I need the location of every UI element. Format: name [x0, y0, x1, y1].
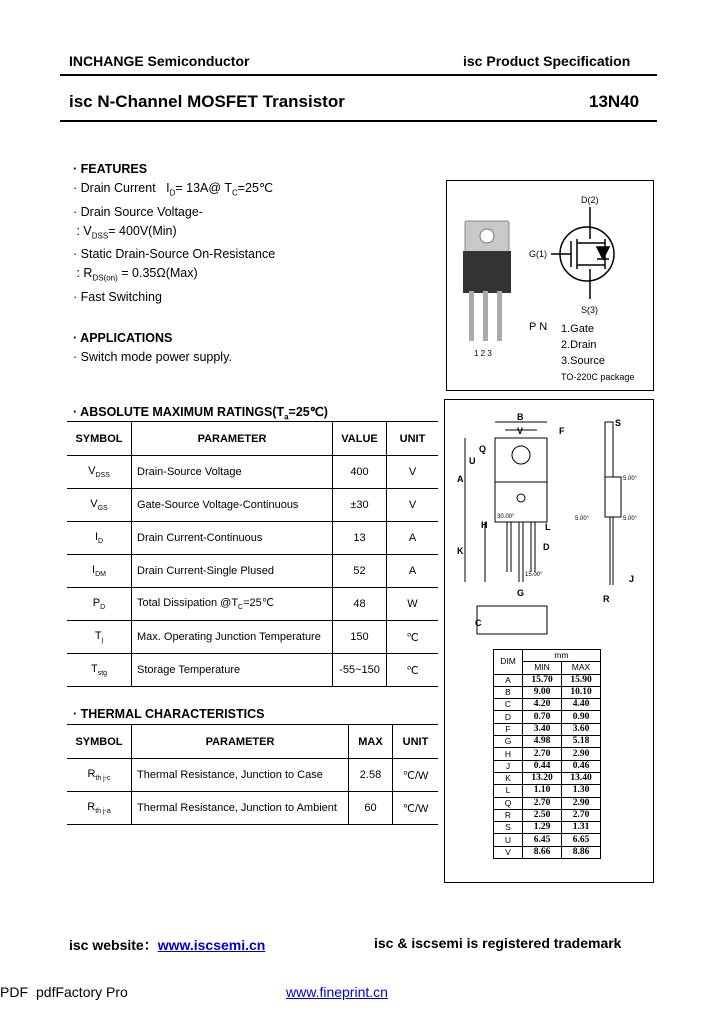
dim-max: 0.46	[562, 760, 601, 772]
dim-label-j: J	[629, 574, 635, 584]
row-unit: ℃	[387, 654, 439, 687]
dim-label-f: F	[559, 426, 565, 436]
row-parameter: Drain Current-Continuous	[132, 522, 333, 555]
row-value: 13	[333, 522, 387, 555]
dim-row	[494, 797, 601, 809]
dim-min: 2.70	[523, 748, 562, 760]
dim-row	[494, 822, 601, 834]
pin1: 1.Gate	[561, 323, 595, 335]
dim-label-d: D	[543, 542, 550, 552]
dim-unit: mm	[523, 650, 601, 662]
doc-title: isc N-Channel MOSFET Transistor	[69, 92, 345, 111]
applications-heading: · APPLICATIONS	[73, 331, 173, 345]
row-unit: A	[387, 522, 439, 555]
row-parameter: Total Dissipation $@T_C=25℃$	[132, 588, 333, 621]
dim-row	[494, 772, 601, 784]
spec-prefix: isc	[463, 53, 483, 69]
dim-label-a: A	[457, 474, 464, 484]
angle-5: 5.00°	[623, 516, 638, 522]
features-block	[73, 160, 275, 307]
col-value: VALUE	[333, 422, 387, 456]
dim-col-max: MAX	[562, 662, 601, 674]
part-number: 13N40	[589, 92, 640, 111]
dim-row	[494, 674, 601, 686]
row-parameter: Max. Operating Junction Temperature	[132, 621, 333, 654]
dim-label-k: K	[457, 546, 464, 556]
dim-min: 1.10	[523, 785, 562, 797]
website-link[interactable]: www.iscsemi.cn	[157, 937, 266, 953]
th-row-value: 2.58	[349, 759, 393, 792]
pins-label: 1 2 3	[474, 349, 492, 358]
dim-min: 9.00	[523, 686, 562, 698]
row-parameter: Gate-Source Voltage-Continuous	[132, 489, 333, 522]
dim-min: 0.44	[523, 760, 562, 772]
row-unit: W	[387, 588, 439, 621]
col-symbol: SYMBOL	[67, 422, 132, 456]
row-symbol: $I_D$	[67, 522, 132, 555]
angle-4: 5.00°	[575, 516, 590, 522]
dim-min: 4.20	[523, 699, 562, 711]
dim-max: 0.90	[562, 711, 601, 723]
dim-max: 5.18	[562, 736, 601, 748]
dim-row	[494, 760, 601, 772]
row-parameter: Drain-Source Voltage	[132, 456, 333, 489]
abs-max-row	[67, 522, 438, 555]
sym-g-label: G(1)	[529, 249, 547, 259]
package-name: TO-220C package	[561, 372, 635, 382]
th-col-symbol: SYMBOL	[67, 725, 132, 759]
thermal-table	[67, 724, 438, 825]
dim-letter: B	[494, 686, 523, 698]
dim-max: 2.90	[562, 797, 601, 809]
feature-rds-value: : $R_{DS(on)} = 0.35\Omega(Max)$	[73, 266, 198, 283]
trademark: isc & iscsemi is registered trademark	[374, 935, 622, 951]
dim-max: 4.40	[562, 699, 601, 711]
dim-min: 2.50	[523, 809, 562, 821]
dim-min: 6.45	[523, 834, 562, 846]
abs-max-row	[67, 456, 438, 489]
feature-drain-current: · Drain Current $I_D=$ 13A@ $T_C=25℃$	[73, 181, 273, 198]
package-box	[446, 180, 654, 391]
dim-min: 2.70	[523, 797, 562, 809]
row-symbol: $T_{stg}$	[67, 654, 132, 687]
dim-max: 15.90	[562, 674, 601, 686]
dim-min: 13.20	[523, 772, 562, 784]
dim-min: 3.40	[523, 723, 562, 735]
th-row-unit: ℃/W	[393, 759, 439, 792]
dim-letter: C	[494, 699, 523, 711]
dim-label-l: L	[545, 522, 551, 532]
th-row-symbol: $R_{th j-c}$	[67, 759, 132, 792]
thermal-heading: · THERMAL CHARACTERISTICS	[73, 707, 265, 721]
dim-letter: D	[494, 711, 523, 723]
sym-s-label: S(3)	[581, 305, 599, 315]
dim-label-u: U	[469, 456, 476, 466]
th-row-value: 60	[349, 792, 393, 825]
abs-max-heading: · ABSOLUTE MAXIMUM $RATINGS(T_a=25℃)$	[73, 405, 328, 422]
website-line: isc website：www.iscsemi.cn	[69, 937, 266, 953]
fineprint-link[interactable]: www.fineprint.cn	[286, 984, 388, 1000]
feature-rds: · Static Drain-Source On-Resistance	[73, 247, 276, 261]
dim-label-q: Q	[479, 444, 487, 454]
dimension-table	[493, 649, 601, 859]
abs-max-row	[67, 621, 438, 654]
feature-fast: · Fast Switching	[73, 289, 162, 304]
row-value: 400	[333, 456, 387, 489]
row-parameter: Drain Current-Single Plused	[132, 555, 333, 588]
header-rule-top	[60, 74, 657, 76]
dim-letter: R	[494, 809, 523, 821]
dim-min: 4.98	[523, 736, 562, 748]
dim-label-g: G	[517, 588, 525, 598]
application-item: · Switch mode power supply.	[73, 350, 232, 364]
angle-3: 5.00°	[623, 476, 638, 482]
dim-min: 8.66	[523, 846, 562, 858]
row-symbol: $V_{DSS}$	[67, 456, 132, 489]
col-unit: UNIT	[387, 422, 439, 456]
dim-row	[494, 846, 601, 858]
company-name: INCHANGE Semiconductor	[69, 53, 250, 69]
pdffactory-label: pdfFactory Pro	[36, 984, 128, 1000]
row-symbol: $P_D$	[67, 588, 132, 621]
dim-row	[494, 736, 601, 748]
row-value: 48	[333, 588, 387, 621]
row-unit: A	[387, 555, 439, 588]
dim-min: 1.29	[523, 822, 562, 834]
dim-label-h: H	[481, 520, 488, 530]
thermal-row	[67, 759, 438, 792]
dim-letter: Q	[494, 797, 523, 809]
dim-row	[494, 748, 601, 760]
dim-label-r: R	[603, 594, 610, 604]
th-col-parameter: PARAMETER	[132, 725, 349, 759]
spec-label	[463, 53, 630, 69]
row-value: 150	[333, 621, 387, 654]
dim-max: 10.10	[562, 686, 601, 698]
dim-letter: S	[494, 822, 523, 834]
th-row-symbol: $R_{th j-a}$	[67, 792, 132, 825]
dim-max: 2.90	[562, 748, 601, 760]
feature-dsv-value: : $V_{DSS}= 400V(Min)$	[73, 223, 177, 240]
dim-max: 1.30	[562, 785, 601, 797]
abs-max-row	[67, 588, 438, 621]
row-unit: V	[387, 456, 439, 489]
th-col-max: MAX	[349, 725, 393, 759]
dim-label-s: S	[615, 418, 622, 428]
dim-row	[494, 711, 601, 723]
col-parameter: PARAMETER	[132, 422, 333, 456]
spec-text: Product Specification	[486, 53, 631, 69]
dim-letter: G	[494, 736, 523, 748]
pdf-label: PDF	[0, 984, 28, 1000]
dim-max: 8.86	[562, 846, 601, 858]
dim-label-v: V	[517, 426, 524, 436]
dim-min: 0.70	[523, 711, 562, 723]
th-row-parameter: Thermal Resistance, Junction to Ambient	[132, 792, 349, 825]
th-col-unit: UNIT	[393, 725, 439, 759]
dim-min: 15.70	[523, 674, 562, 686]
row-unit: ℃	[387, 621, 439, 654]
dim-letter: K	[494, 772, 523, 784]
header-rule-bottom	[60, 120, 657, 122]
row-unit: V	[387, 489, 439, 522]
abs-max-row	[67, 489, 438, 522]
pn-label: P N	[529, 321, 548, 333]
features-heading: · FEATURES	[73, 162, 148, 176]
angle-1: 30.00°	[497, 514, 515, 520]
row-value: ±30	[333, 489, 387, 522]
dim-letter: L	[494, 785, 523, 797]
thermal-row	[67, 792, 438, 825]
angle-2: 15.00°	[525, 572, 543, 578]
mosfet-symbol	[551, 207, 614, 299]
pin2: 2.Drain	[561, 339, 597, 351]
dim-label-c: C	[475, 618, 482, 628]
dim-letter: A	[494, 674, 523, 686]
dim-row	[494, 834, 601, 846]
pin-list	[561, 321, 634, 385]
abs-max-table	[67, 421, 438, 687]
dim-row	[494, 699, 601, 711]
row-symbol: $I_{DM}$	[67, 555, 132, 588]
applications-block	[73, 329, 232, 367]
dim-letter: J	[494, 760, 523, 772]
abs-max-row	[67, 654, 438, 687]
dim-letter: U	[494, 834, 523, 846]
pin3: 3.Source	[561, 355, 606, 367]
dim-row	[494, 809, 601, 821]
feature-dsv: · Drain Source Voltage-	[73, 204, 203, 219]
row-value: 52	[333, 555, 387, 588]
row-value: -55~150	[333, 654, 387, 687]
dim-max: 6.65	[562, 834, 601, 846]
dim-letter: F	[494, 723, 523, 735]
sym-d-label: D(2)	[581, 195, 599, 205]
row-symbol: $V_{GS}$	[67, 489, 132, 522]
dim-max: 2.70	[562, 809, 601, 821]
dim-row	[494, 686, 601, 698]
row-parameter: Storage Temperature	[132, 654, 333, 687]
dim-col-dim: DIM	[494, 650, 523, 675]
dim-row	[494, 723, 601, 735]
dim-letter: V	[494, 846, 523, 858]
dim-max: 13.40	[562, 772, 601, 784]
dim-max: 3.60	[562, 723, 601, 735]
transistor-photo	[463, 221, 511, 341]
dim-letter: H	[494, 748, 523, 760]
dim-max: 1.31	[562, 822, 601, 834]
abs-max-row	[67, 555, 438, 588]
mechanical-drawing	[445, 400, 653, 650]
dim-col-min: MIN	[523, 662, 562, 674]
th-row-parameter: Thermal Resistance, Junction to Case	[132, 759, 349, 792]
dim-row	[494, 785, 601, 797]
row-symbol: $T_j$	[67, 621, 132, 654]
th-row-unit: ℃/W	[393, 792, 439, 825]
dim-label-b: B	[517, 412, 524, 422]
